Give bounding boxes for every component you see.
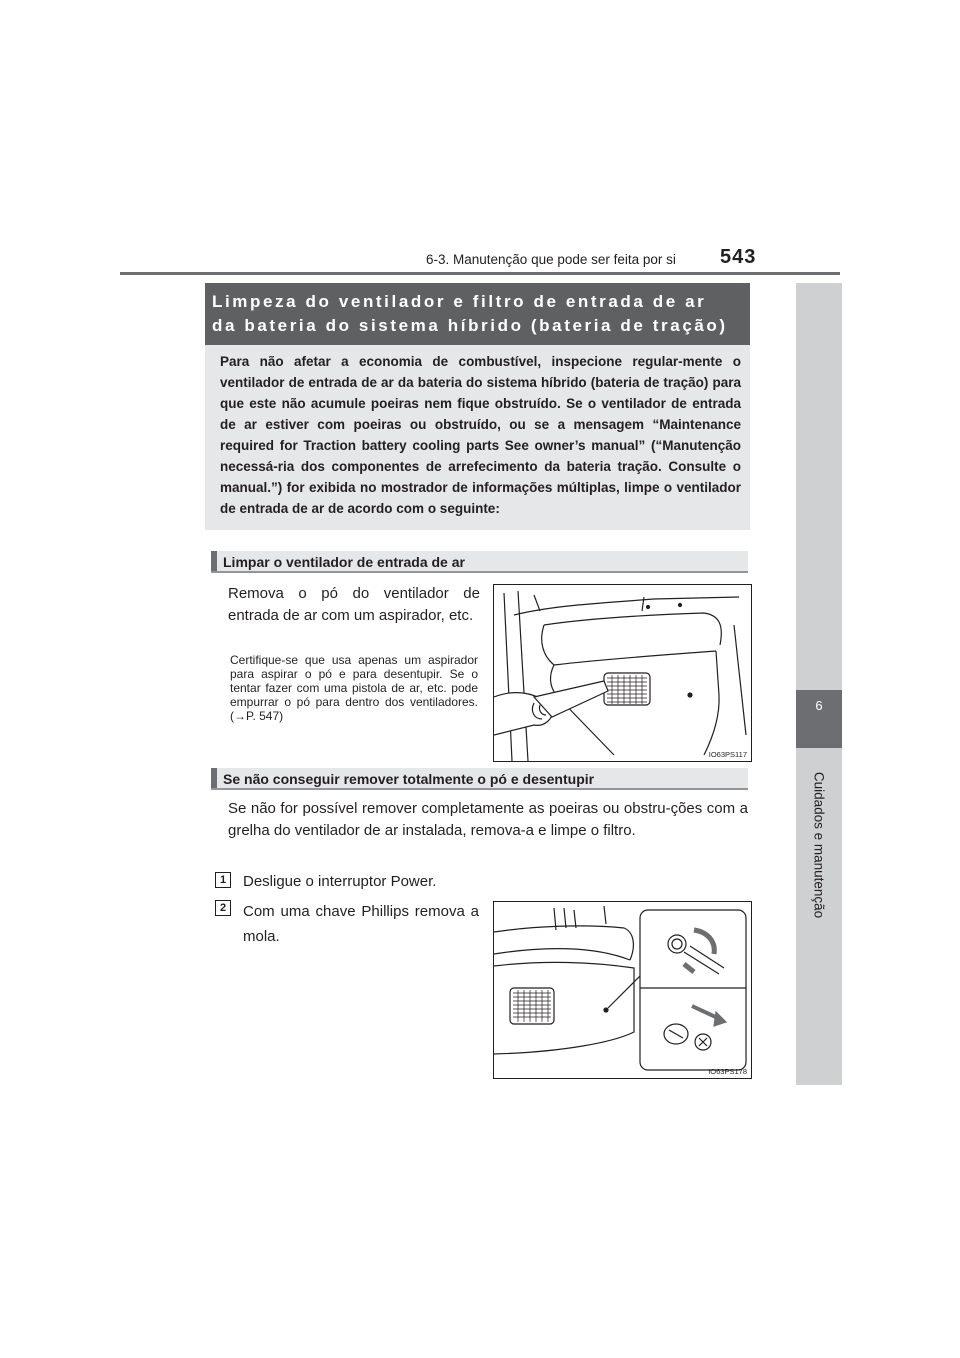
intro-text: Para não afetar a economia de combustível, inspecione regular-mente o ventilador de entrada de ar da bateria do sistema híbrido (bateria de tração) para que este não acumule poeiras nem fique obstruído. Se o ventilador de entrada de ar estiver com poeiras ou obstruído, ou se a mensagem “Maintenance required for Traction battery cooling parts See owner’s manual” (“Manutenção necessá-ria dos componentes de arrefecimento da bateria tração. Consulte o manual.”) for exibida no mostrador de informações múltiplas, limpe o ventilador de entrada de ar de acordo com o seguinte: bbox=[220, 354, 741, 516]
figure-code: IO63PS178 bbox=[708, 1067, 747, 1076]
figure-code: IO63PS117 bbox=[708, 750, 747, 759]
section1-heading: Limpar o ventilador de entrada de ar bbox=[211, 551, 748, 573]
section-header: 6-3. Manutenção que pode ser feita por si bbox=[426, 252, 676, 267]
chapter-title: Cuidados e manutenção bbox=[811, 771, 827, 919]
page-title-line2: da bateria do sistema híbrido (bateria de tração) bbox=[212, 316, 728, 335]
step-number: 2 bbox=[215, 900, 231, 916]
step-text: Com uma chave Phillips remova a mola. bbox=[243, 903, 479, 945]
page-number: 543 bbox=[720, 246, 757, 268]
step-text: Desligue o interruptor Power. bbox=[243, 873, 437, 890]
page-title-line1: Limpeza do ventilador e filtro de entrada de ar bbox=[212, 292, 707, 311]
page-title bbox=[205, 283, 750, 345]
vacuum-cleaning-illustration bbox=[493, 584, 752, 762]
section2-heading: Se não conseguir remover totalmente o pó e desentupir bbox=[211, 768, 748, 790]
section1-note: Certifique-se que usa apenas um aspirador para aspirar o pó e para desentupir. Se o tentar fazer com uma pistola de ar, etc. pode empurrar o pó para dentro dos ventiladores.(→P. 547) bbox=[230, 653, 478, 723]
chapter-number: 6 bbox=[796, 690, 842, 748]
section2-paragraph: Se não for possível remover completamente as poeiras ou obstru-ções com a grelha do ventilador de ar instalada, remova-a e limpe o filtro. bbox=[228, 800, 748, 839]
chapter-title-vertical bbox=[806, 760, 832, 930]
step-number: 1 bbox=[215, 872, 231, 888]
chapter-side-tab bbox=[796, 283, 842, 1085]
grille-removal-illustration bbox=[493, 901, 752, 1079]
intro-box bbox=[205, 324, 750, 530]
header-divider bbox=[120, 272, 840, 275]
section1-paragraph: Remova o pó do ventilador de entrada de ar com um aspirador, etc. bbox=[228, 585, 480, 624]
